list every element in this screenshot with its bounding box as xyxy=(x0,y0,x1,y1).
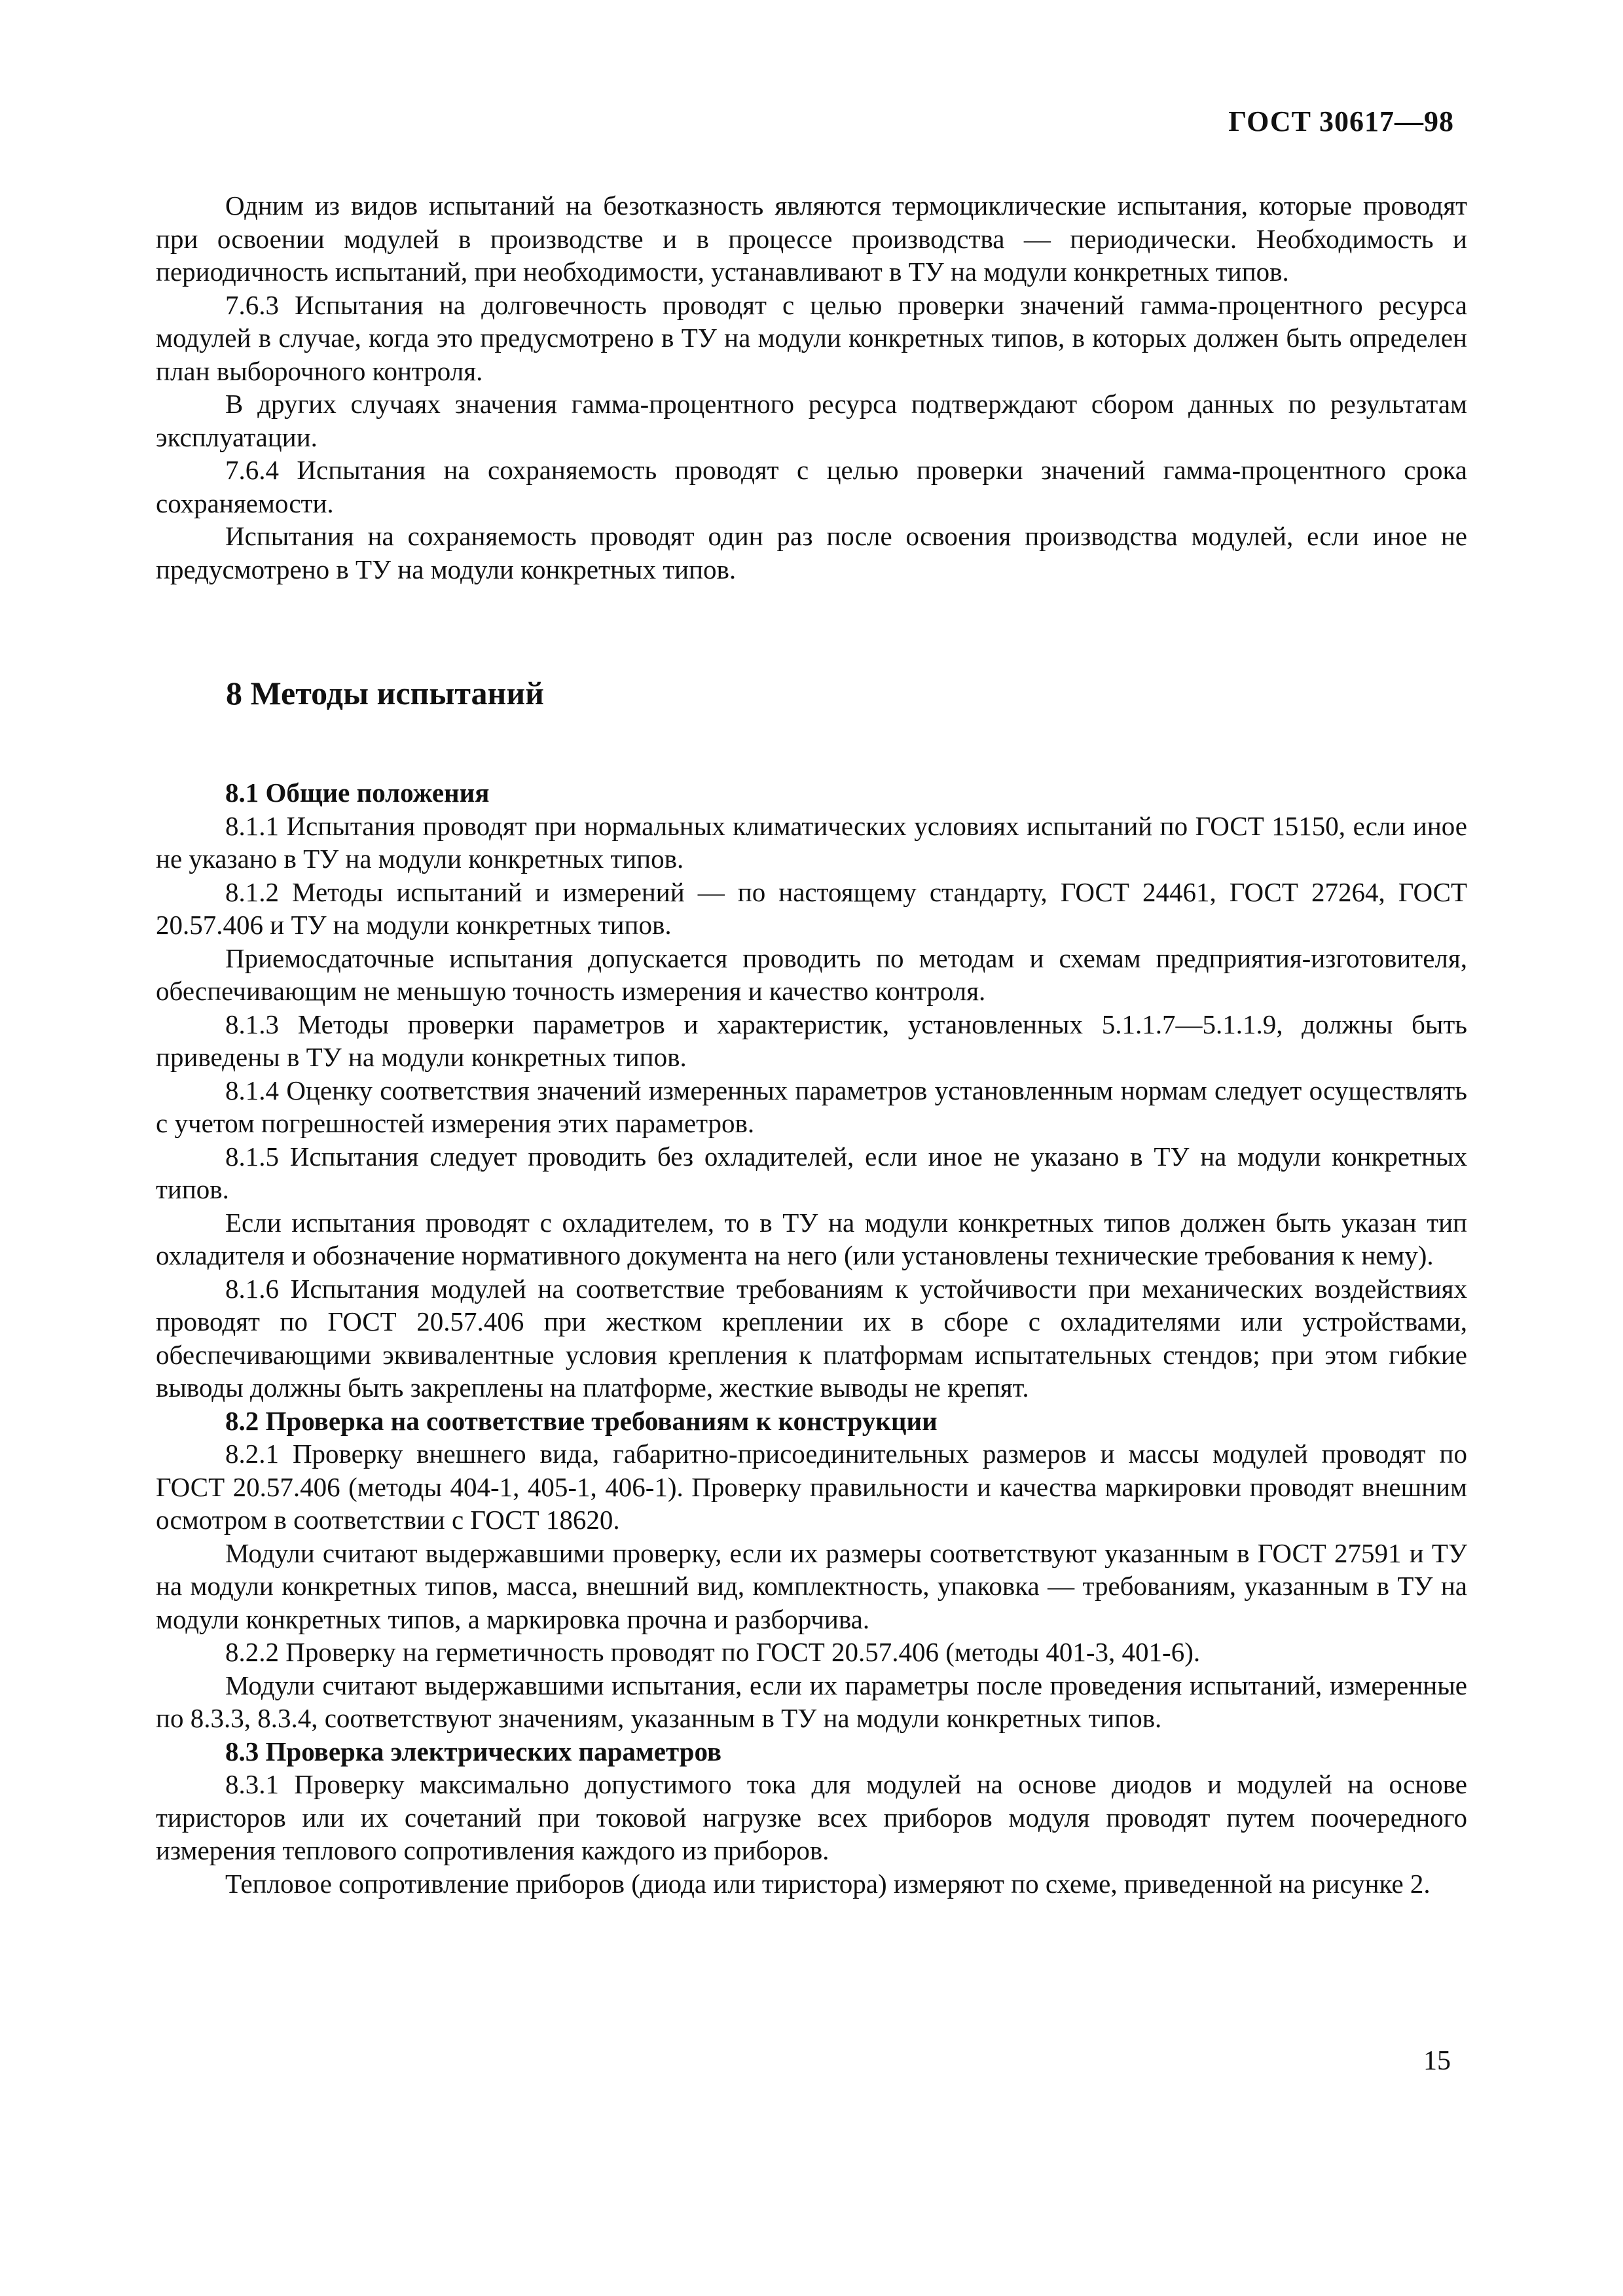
paragraph: Приемосдаточные испытания допускается проводить по методам и схемам предприятия-изготовителя, обеспечивающим не меньшую точность измерения и качество контроля. xyxy=(156,942,1467,1006)
subsection-heading: 8.2 Проверка на соответствие требованиям к конструкции xyxy=(225,1405,938,1436)
paragraph: 7.6.3 Испытания на долговечность проводят с целью проверки значений гамма-процентного ресурса модулей в случае, когда это предусмотрено в ТУ на модули конкретных типов, в которых должен быть определен план выборочного контроля. xyxy=(156,289,1467,386)
paragraph: Испытания на сохраняемость проводят один раз после освоения производства модулей, если иное не предусмотрено в ТУ на модули конкретных типов. xyxy=(156,521,1467,584)
paragraph: 8.2.1 Проверку внешнего вида, габаритно-присоединительных размеров и массы модулей проводят по ГОСТ 20.57.406 (методы 404-1, 405-1, 406-1). Проверку правильности и качества маркировки проводят внешним осмотром в соответствии с ГОСТ 18620. xyxy=(156,1439,1467,1535)
paragraph: Модули считают выдержавшими испытания, если их параметры после проведения испытаний, измеренные по 8.3.3, 8.3.4, соответствуют значениям, указанным в ТУ на модули конкретных типов. xyxy=(156,1670,1467,1733)
paragraph: Модули считают выдержавшими проверку, если их размеры соответствуют указанным в ГОСТ 27591 и ТУ на модули конкретных типов, масса, внешний вид, комплектность, упаковка — требованиям, указанным в ТУ на модули конкретных типов, а маркировка прочна и разборчива. xyxy=(156,1537,1467,1634)
paragraph: Тепловое сопротивление приборов (диода или тиристора) измеряют по схеме, приведенной на рисунке 2. xyxy=(225,1868,1431,1899)
paragraph: 8.1.5 Испытания следует проводить без охладителей, если иное не указано в ТУ на модули конкретных типов. xyxy=(156,1141,1467,1204)
paragraph: 8.1.1 Испытания проводят при нормальных климатических условиях испытаний по ГОСТ 15150, если иное не указано в ТУ на модули конкретных типов. xyxy=(156,810,1467,874)
paragraph: 7.6.4 Испытания на сохраняемость проводят с целью проверки значений гамма-процентного срока сохраняемости. xyxy=(156,455,1467,518)
paragraph: В других случаях значения гамма-процентного ресурса подтверждают сбором данных по результатам эксплуатации. xyxy=(156,389,1467,452)
paragraph: 8.1.4 Оценку соответствия значений измеренных параметров установленным нормам следует осуществлять с учетом погрешностей измерения этих параметров. xyxy=(156,1075,1467,1138)
subsection-heading: 8.1 Общие положения xyxy=(225,778,490,808)
paragraph: 8.3.1 Проверку максимально допустимого тока для модулей на основе диодов и модулей на основе тиристоров или их сочетаний при токовой нагрузке всех приборов модуля проводят путем поочередного измерения теплового сопротивления каждого из приборов. xyxy=(156,1769,1467,1865)
paragraph: Одним из видов испытаний на безотказность являются термоциклические испытания, которые проводят при освоении модулей в производстве и в процессе производства — периодически. Необходимость и периодичность испытаний, при необходимости, устанавливают в ТУ на модули конкретных типов. xyxy=(156,190,1467,287)
subsection-heading: 8.3 Проверка электрических параметров xyxy=(225,1736,722,1767)
document-code-header: ГОСТ 30617—98 xyxy=(1228,105,1454,137)
paragraph: 8.1.2 Методы испытаний и измерений — по настоящему стандарту, ГОСТ 24461, ГОСТ 27264, ГОСТ 20.57.406 и ТУ на модули конкретных типов. xyxy=(156,876,1467,940)
page-number: 15 xyxy=(1423,2046,1451,2076)
paragraph: Если испытания проводят с охладителем, то в ТУ на модули конкретных типов должен быть указан тип охладителя и обозначение нормативного документа на него (или установлены технические требования к нему). xyxy=(156,1207,1467,1270)
intro-text-block xyxy=(156,189,1467,586)
methods-text-block xyxy=(156,776,1467,1900)
section-title: 8 Методы испытаний xyxy=(226,675,544,711)
paragraph: 8.2.2 Проверку на герметичность проводят по ГОСТ 20.57.406 (методы 401-3, 401-6). xyxy=(225,1637,1201,1667)
paragraph: 8.1.6 Испытания модулей на соответствие требованиям к устойчивости при механических воздействиях проводят по ГОСТ 20.57.406 при жестком креплении их в сборе с охладителями или устройствами, обеспечивающими эквивалентные условия крепления к платформам испытательных стендов; при этом гибкие выводы должны быть закреплены на платформе, жесткие выводы не крепят. xyxy=(156,1273,1467,1403)
paragraph: 8.1.3 Методы проверки параметров и характеристик, установленных 5.1.1.7—5.1.1.9, должны быть приведены в ТУ на модули конкретных типов. xyxy=(156,1009,1467,1072)
